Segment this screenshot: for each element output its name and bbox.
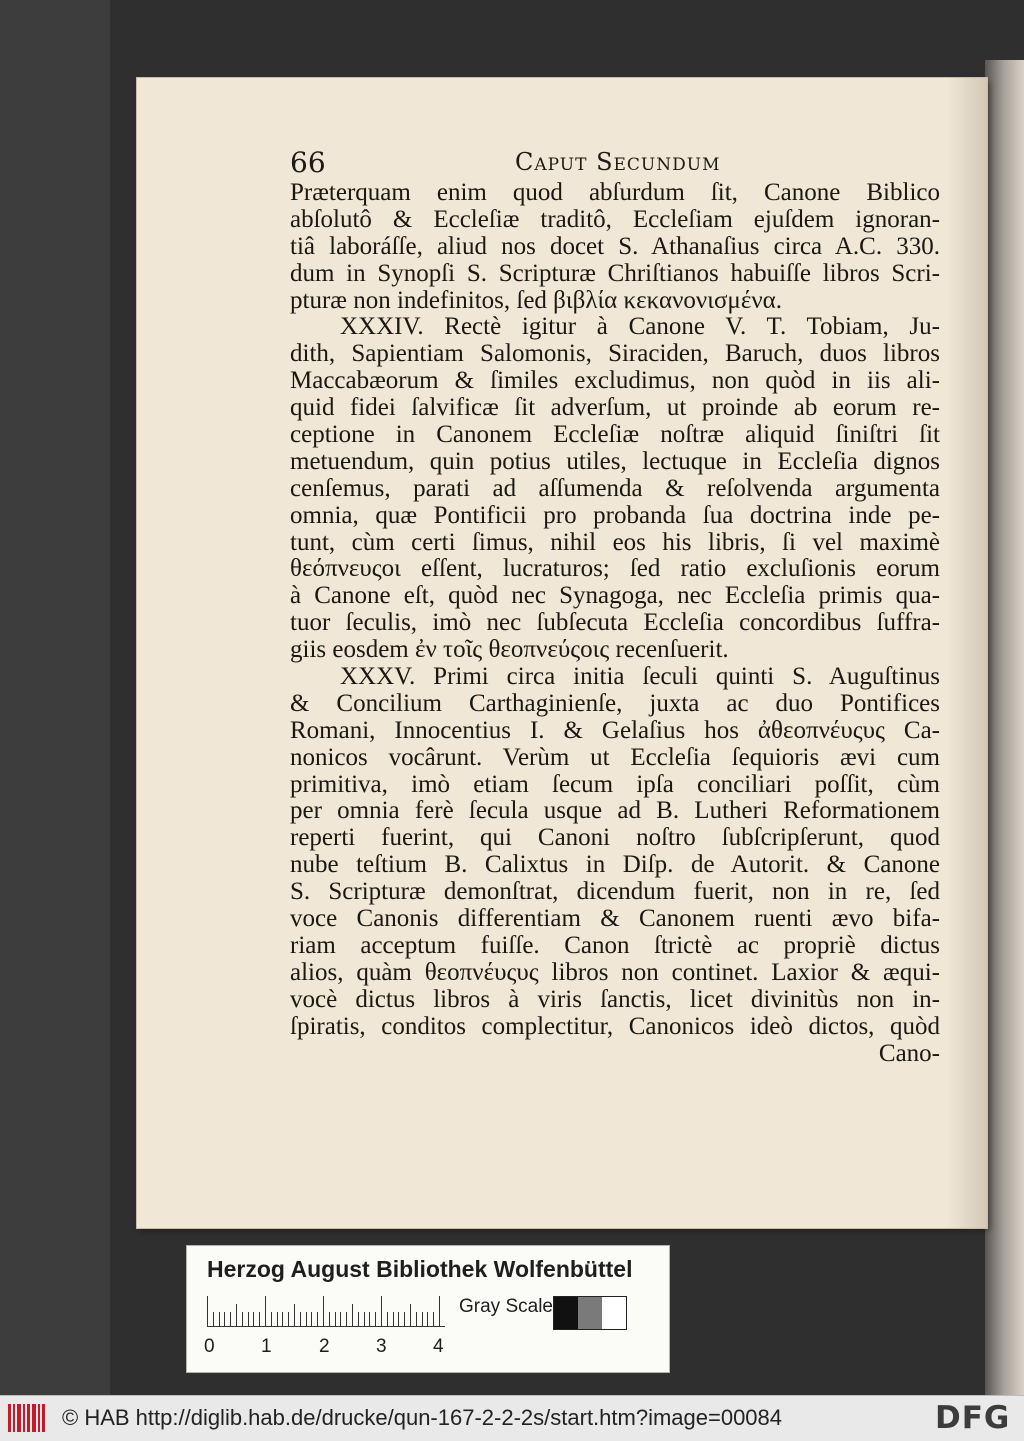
ruler-tick [294,1304,295,1326]
grayscale-label: Gray Scale [459,1296,553,1317]
text-line: θεόπνευςοι eſſent, lucraturos; ſed ratio excluſionis eorum [290,555,940,583]
ruler-tick [259,1312,260,1326]
section-heading-line: XXXIV. Rectè igitur à Canone V. T. Tobiam, Ju- [340,313,940,341]
ruler-tick [369,1312,370,1326]
ruler-tick [410,1304,411,1326]
running-head [290,142,930,182]
ruler-tick [381,1296,382,1326]
ruler-tick [277,1312,278,1326]
text-line: ſpiratis, conditos complectitur, Canonicos ideò dictos, quòd [290,1012,940,1040]
text-line: nonicos vocârunt. Verùm ut Eccleſia ſequioris ævi cum [290,743,940,771]
ruler-tick [300,1312,301,1326]
gray-swatch-light [602,1297,626,1329]
ruler-tick [398,1312,399,1326]
page-gutter-shadow [947,78,987,1228]
ruler-tick [352,1304,353,1326]
color-calibration-card [186,1245,670,1373]
dfg-logo: DFG [935,1400,1011,1436]
text-line: Maccabæorum & ſimiles excludimus, non quòd in iis ali- [290,367,940,395]
ruler-tick [271,1312,272,1326]
ruler-tick [253,1312,254,1326]
text-line: vocè dictus libros à viris ſanctis, licet divinitùs non in- [290,985,940,1013]
text-line: abſolutô & Eccleſiæ traditô, Eccleſiam ejuſdem ignoran- [290,205,940,233]
catchword: Cano- [878,1039,940,1067]
ruler-tick [335,1312,336,1326]
ruler-tick [340,1312,341,1326]
ruler-tick [422,1312,423,1326]
text-line: giis eosdem ἐν τοῖς θεοπνεύςοις recenſuerit. [290,636,729,664]
text-line: tiâ laboráſſe, aliud nos docet S. Athanaſius circa A.C. 330. [290,232,940,260]
text-line: reperti fuerint, qui Canoni noſtro ſubſcripſerunt, quod [290,824,940,852]
chapter-title: Caput Secundum [515,148,721,176]
text-line: metuendum, quin potius utiles, lectuque in Eccleſia dignos [290,447,940,475]
body-text [290,180,940,1067]
text-line: dum in Synopſi S. Scripturæ Chriſtianos habuiſſe libros Scri- [290,259,940,287]
scan-margin-left [0,0,110,1395]
text-line: Romani, Innocentius I. & Gelaſius hos ἀθεοπνέυςυς Ca- [290,716,940,744]
ruler-tick [265,1296,266,1326]
ruler-tick [236,1304,237,1326]
text-line: primitiva, imò etiam ſecum ipſa conciliari poſſit, cùm [290,770,940,798]
text-line: tunt, cùm certi ſimus, nihil eos his libris, ſi vel maximè [290,528,940,556]
ruler-tick [323,1296,324,1326]
ruler-tick [393,1312,394,1326]
text-line: voce Canonis differentiam & Canonem ruenti ævo bifa- [290,905,940,933]
text-line: à Canone eſt, quòd nec Synagoga, nec Eccleſia primis qua- [290,582,940,610]
ruler-tick [224,1312,225,1326]
ruler-tick [282,1312,283,1326]
ruler-number: 1 [261,1336,272,1357]
text-line: per omnia ferè ſecula usque ad B. Lutheri Reformationem [290,797,940,825]
text-line: tuor ſeculis, imò nec ſubſecuta Eccleſia concordibus ſuffra- [290,609,940,637]
ruler-tick [219,1312,220,1326]
text-line: quid fidei ſalvificæ ſit adverſum, ut proinde ab eorum re- [290,394,940,422]
copyright-url: © HAB http://diglib.hab.de/drucke/qun-167-2-2-2s/start.htm?image=00084 [62,1405,783,1430]
ruler-number: 2 [319,1336,330,1357]
book-page [137,78,987,1228]
text-line: Præterquam enim quod abſurdum ſit, Canone Biblico [290,179,940,206]
ruler-tick [358,1312,359,1326]
ruler-tick [306,1312,307,1326]
text-line: dith, Sapientiam Salomonis, Siraciden, Baruch, duos libros [290,340,940,368]
ruler-tick [207,1296,208,1326]
ruler-tick [329,1312,330,1326]
ruler-tick [288,1312,289,1326]
ruler-tick [311,1312,312,1326]
hab-barcode-icon [8,1404,50,1432]
text-line: alios, quàm θεοπνέυςυς libros non continet. Laxior & æqui- [290,958,940,986]
ruler-tick [248,1312,249,1326]
ruler-tick [242,1312,243,1326]
scale-ruler [207,1296,445,1326]
facing-page-edge [985,60,1024,1395]
ruler-tick [364,1312,365,1326]
ruler-tick [387,1312,388,1326]
ruler-tick [213,1312,214,1326]
text-line: omnia, quæ Pontificii pro probanda ſua doctrina inde pe- [290,501,940,529]
ruler-tick [404,1312,405,1326]
ruler-number: 0 [204,1336,215,1357]
text-line: ceptione in Canonem Eccleſiæ noſtræ aliquid ſiniſtri ſit [290,421,940,449]
ruler-baseline [207,1326,445,1327]
ruler-tick [346,1312,347,1326]
ruler-number: 4 [433,1336,444,1357]
viewer-footer [0,1395,1024,1441]
ruler-number: 3 [376,1336,387,1357]
text-line: & Concilium Carthaginienſe, juxta ac duo Pontifices [290,689,940,717]
gray-swatch-mid [578,1297,602,1329]
ruler-tick [433,1312,434,1326]
ruler-tick [416,1312,417,1326]
gray-swatch-dark [554,1297,578,1329]
grayscale-swatches [553,1296,627,1330]
text-line: cenſemus, parati ad aſſumenda & reſolvenda argumenta [290,474,940,502]
library-name: Herzog August Bibliothek Wolfenbüttel [207,1256,633,1282]
page-number: 66 [290,146,326,179]
text-line: pturæ non indefinitos, ſed βιβλία κεκανονισμένα. [290,286,782,314]
ruler-tick [230,1312,231,1326]
ruler-tick [427,1312,428,1326]
ruler-tick [439,1296,440,1326]
text-line: riam acceptum fuiſſe. Canon ſtrictè ac propriè dictus [290,931,940,959]
ruler-tick [375,1312,376,1326]
text-line: nube teſtium B. Calixtus in Diſp. de Autorit. & Canone [290,851,940,879]
ruler-tick [317,1312,318,1326]
text-line: S. Scripturæ demonſtrat, dicendum fuerit, non in re, ſed [290,878,940,906]
section-heading-line: XXXV. Primi circa initia ſeculi quinti S. Auguſtinus [340,663,940,691]
